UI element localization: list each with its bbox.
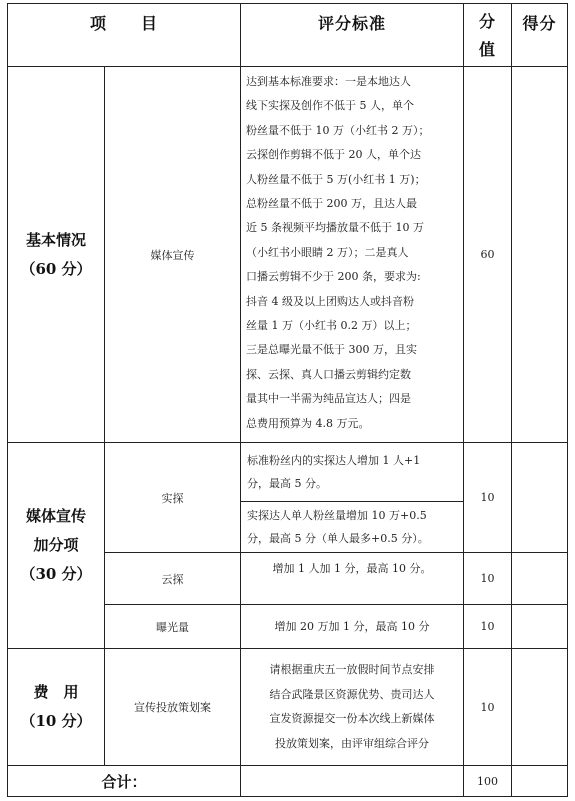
standard-line: 探、云探、真人口播云剪辑约定数 xyxy=(246,367,411,381)
standard-line: 达到基本标准要求：一是本地达人 xyxy=(246,75,411,88)
total-label: 合计： xyxy=(101,772,147,791)
header-score-line2: 值 xyxy=(478,40,496,59)
sub-item-onsite: 实探 xyxy=(161,491,184,505)
score-onsite: 10 xyxy=(480,491,495,504)
header-got: 得分 xyxy=(522,13,557,33)
sub-item-media: 媒体宣传 xyxy=(150,248,195,262)
score-exposure: 10 xyxy=(480,620,495,633)
standard-line: 结合武隆景区资源优势、贵司达人 xyxy=(269,687,435,701)
category-basic-line2: （60 分） xyxy=(20,259,92,278)
standard-line: 三是总曝光量不低于 300 万，且实 xyxy=(246,343,417,357)
standard-onsite-a xyxy=(241,443,463,501)
category-basic-line1: 基本情况 xyxy=(25,230,86,249)
standard-line: 量其中一半需为纯品宣达人；四是 xyxy=(246,392,411,406)
standard-line: 请根据重庆五一放假时间节点安排 xyxy=(269,663,435,676)
standard-line: 投放策划案，由评审组综合评分 xyxy=(275,736,429,750)
header-score xyxy=(464,6,511,66)
standard-line: 丝量 1 万（小红书 0.2 万）以上； xyxy=(246,319,417,333)
category-bonus-line1: 媒体宣传 xyxy=(25,507,86,525)
standard-line: 云探创作剪辑不低于 20 人，单个达 xyxy=(246,148,421,162)
score-plan: 10 xyxy=(480,700,495,714)
sub-item-plan: 宣传投放策划案 xyxy=(134,701,211,714)
standard-line: 实探达人单人粉丝量增加 10 万+0.5 xyxy=(247,509,427,522)
standard-line: 总费用预算为 4.8 万元。 xyxy=(246,416,370,430)
score-basic: 60 xyxy=(480,248,495,261)
category-bonus-line2: 加分项 xyxy=(33,536,79,554)
category-basic xyxy=(8,67,104,442)
standard-line: 线下实探及创作不低于 5 人，单个 xyxy=(246,99,414,113)
standard-basic xyxy=(241,67,463,442)
standard-plan xyxy=(241,649,463,765)
category-cost-line1: 费 用 xyxy=(33,683,79,701)
header-score-line1: 分 xyxy=(478,12,496,31)
standard-line: 标准粉丝内的实探达人增加 1 人+1 xyxy=(247,454,421,467)
standard-line: （小红书小眼睛 2 万）；二是真人 xyxy=(246,245,409,259)
total-score: 100 xyxy=(477,774,498,788)
category-cost-line2: （10 分） xyxy=(20,712,92,730)
standard-line: 宣发资源提交一份本次线上新媒体 xyxy=(269,712,435,725)
standard-line: 人粉丝量不低于 5 万(小红书 1 万)； xyxy=(246,172,426,186)
standard-line: 分，最高 5 分。 xyxy=(247,477,327,490)
standard-line: 抖音 4 级及以上团购达人或抖音粉 xyxy=(246,294,414,308)
standard-line: 口播云剪辑不少于 200 条，要求为: xyxy=(246,270,421,284)
standard-onsite-b xyxy=(241,502,463,552)
sub-item-cloud: 云探 xyxy=(161,572,184,586)
score-cloud: 10 xyxy=(480,572,495,585)
sub-item-exposure: 曝光量 xyxy=(156,620,189,634)
category-cost xyxy=(8,649,104,765)
standard-cloud: 增加 1 人加 1 分，最高 10 分。 xyxy=(272,561,432,575)
standard-line: 总粉丝量不低于 200 万，且达人最 xyxy=(246,197,417,211)
header-item: 项 目 xyxy=(89,13,158,33)
header-standard: 评分标准 xyxy=(317,13,386,33)
standard-line: 分，最高 5 分（单人最多+0.5 分）。 xyxy=(247,532,429,545)
category-bonus-line3: （30 分） xyxy=(20,565,92,583)
standard-exposure: 增加 20 万加 1 分，最高 10 分 xyxy=(274,620,430,633)
standard-line: 近 5 条视频平均播放量不低于 10 万 xyxy=(246,221,424,235)
standard-line: 粉丝量不低于 10 万（小红书 2 万）； xyxy=(246,123,430,137)
category-bonus xyxy=(8,443,104,648)
